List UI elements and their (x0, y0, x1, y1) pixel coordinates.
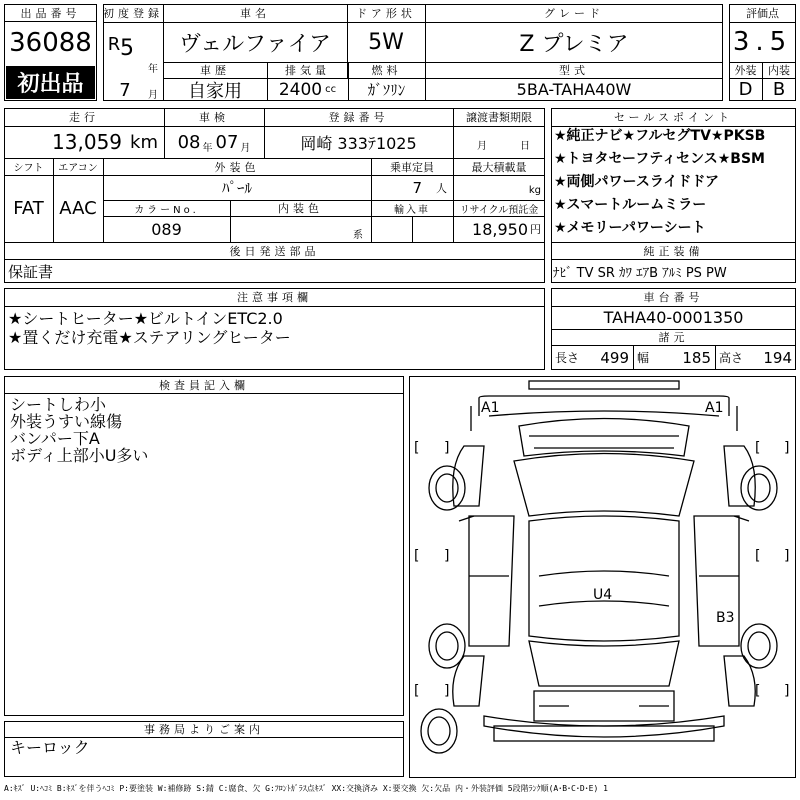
mark-rear-right: B3 (716, 610, 735, 626)
sales-point-5: ★メモリーパワーシート (554, 220, 706, 236)
bracket-11: [ (755, 683, 761, 699)
bracket-2: ] (444, 440, 450, 456)
shift-label: シフト (13, 163, 44, 174)
mileage: 13,059 (52, 130, 123, 154)
bracket-9: [ (414, 683, 420, 699)
transfer-day-unit: 日 (520, 140, 530, 151)
inspector-label: 検査員記入欄 (159, 378, 249, 392)
ac: AAC (59, 198, 97, 219)
load-label: 最大積載量 (471, 160, 527, 174)
height: 194 (763, 348, 792, 367)
plate-label: 登録番号 (328, 111, 389, 124)
inspection-label: 車検 (199, 111, 229, 124)
car-name-label: 車名 (240, 7, 270, 20)
fuel: ｶﾞｿﾘﾝ (367, 81, 406, 99)
legend: A:ｷｽﾞ U:ﾍｺﾐ B:ｷｽﾞを伴うﾍｺﾐ P:要塗装 W:補修跡 S:錆 C:腐食、欠 G:ﾌﾛﾝﾄｶﾞﾗｽ点ｷｽﾞ XX:交換済み X:要交換 欠:欠品 内・外装評価 5段階ﾗﾝｸ順(A･B･C･D･E) 1 (4, 783, 608, 793)
equip: ﾅﾋﾞ TV SR ｶﾜ ｴｱB ｱﾙﾐ PS PW (553, 265, 727, 281)
inspection-year-unit: 年 (202, 142, 213, 154)
transfer-label: 譲渡書類期限 (466, 111, 532, 124)
grade-label: グレード (544, 7, 604, 20)
height-label: 高さ (719, 351, 744, 365)
interior-label: 内装 (768, 64, 790, 77)
displacement-unit: cc (325, 84, 337, 95)
sales-points-label: セールスポイント (613, 111, 733, 124)
reg-year-unit: 年 (148, 63, 158, 74)
bracket-1: [ (414, 440, 420, 456)
recycle-cell (453, 216, 545, 242)
door-type: 5W (368, 29, 404, 55)
door-label: ドア形状 (356, 7, 416, 20)
bracket-10: ] (444, 683, 450, 699)
inspection-year: 08 (177, 131, 201, 153)
recycle-unit: 円 (530, 223, 541, 236)
inspection-cell (164, 126, 264, 158)
plate-number: 岡崎 333ﾃ1025 (300, 133, 417, 153)
bracket-4: ] (784, 440, 790, 456)
score-label: 評価点 (746, 7, 779, 20)
sales-point-2: ★トヨタセーフティセンス★BSM (554, 151, 765, 167)
color-label: 外装色 (214, 160, 260, 174)
color-no: 089 (151, 219, 182, 239)
bracket-8: ] (784, 548, 790, 564)
lot-number-label: 出品番号 (4, 4, 97, 22)
reg-month: 7 (119, 80, 131, 100)
car-name: ヴェルファイア (178, 31, 332, 57)
dims-label: 諸元 (658, 331, 689, 344)
sales-point-3: ★両側パワースライドドア (554, 174, 720, 190)
length: 499 (600, 348, 629, 367)
office-text: キーロック (10, 738, 90, 757)
reg-month-unit: 月 (148, 89, 158, 100)
reg-era: R (107, 33, 121, 55)
displacement-cell (267, 78, 348, 101)
capacity-unit: 人 (436, 181, 447, 195)
mark-front-right: A1 (705, 400, 724, 416)
reg-year: 5 (120, 36, 134, 60)
equip-label: 純正装備 (643, 244, 704, 258)
width: 185 (682, 348, 711, 367)
displacement-label: 排気量 (285, 64, 330, 77)
length-label: 長さ (555, 351, 580, 365)
sales-point-4: ★スマートルームミラー (554, 197, 707, 213)
capacity: 7 (412, 178, 422, 197)
bracket-7: [ (755, 548, 761, 564)
capacity-cell (371, 175, 453, 200)
model: 5BA-TAHA40W (516, 80, 632, 99)
later-parts: 保証書 (8, 262, 54, 281)
exterior-label: 外装 (734, 64, 757, 77)
bracket-3: [ (755, 440, 761, 456)
history: 自家用 (188, 80, 242, 101)
inspection-month: 07 (215, 131, 239, 153)
vehicle-diagram (409, 376, 796, 778)
width-cell (633, 345, 715, 370)
inspector-line-2: 外装うすい線傷 (10, 412, 123, 431)
shift: FAT (13, 198, 44, 219)
load-unit: kg (528, 184, 541, 196)
model-label: 型式 (559, 64, 589, 77)
sales-point-1: ★純正ナビ★フルセグTV★PKSB (554, 128, 766, 144)
bracket-6: ] (444, 548, 450, 564)
ac-label: エアコン (58, 163, 98, 174)
recycle-label: リサイクル預託金 (459, 204, 539, 216)
int-color-label: 内装色 (278, 202, 323, 215)
grade: Z プレミア (519, 31, 629, 57)
mark-roof: U4 (593, 587, 613, 603)
lot-number: 36088 (9, 28, 92, 58)
mileage-unit: km (130, 131, 158, 153)
color: ﾊﾟｰﾙ (221, 179, 252, 197)
length-cell (551, 345, 633, 370)
exterior-grade: D (738, 79, 753, 100)
bracket-12: ] (784, 683, 790, 699)
recycle-fee: 18,950 (472, 219, 528, 239)
inspector-line-3: バンパー下A (10, 429, 100, 448)
chassis-number: TAHA40-0001350 (603, 308, 744, 327)
import-label: 輸入車 (394, 204, 430, 216)
mileage-label: 走行 (69, 111, 99, 124)
interior-grade: B (772, 79, 786, 100)
chassis-label: 車台番号 (643, 291, 704, 304)
color-no-label: カラーNo. (134, 204, 199, 216)
history-label: 車歴 (200, 64, 230, 77)
notes-line-2: ★置くだけ充電★ステアリングヒーター (8, 328, 291, 347)
notes-label: 注意事項欄 (237, 291, 312, 304)
mileage-cell (4, 126, 164, 158)
notes-line-1: ★シートヒーター★ビルトインETC2.0 (8, 309, 283, 328)
first-listing-badge: 初出品 (6, 66, 95, 99)
displacement: 2400 (278, 79, 323, 100)
width-label: 幅 (637, 351, 650, 365)
inspector-line-1: シートしわ小 (10, 395, 107, 414)
height-cell (715, 345, 796, 370)
int-color-unit: 系 (353, 229, 363, 240)
score: 3.5 (732, 27, 793, 57)
office-label: 事務局よりご案内 (144, 723, 264, 736)
inspection-month-unit: 月 (240, 142, 251, 154)
fuel-label: 燃料 (371, 64, 402, 77)
bracket-5: [ (414, 548, 420, 564)
capacity-label: 乗車定員 (390, 160, 434, 174)
later-parts-label: 後日発送部品 (229, 244, 320, 258)
mark-front-left: A1 (481, 400, 500, 416)
transfer-month-unit: 月 (477, 140, 487, 151)
reg-year-label: 初度登録 (103, 7, 163, 20)
inspector-line-4: ボディ上部小U多い (10, 446, 149, 465)
